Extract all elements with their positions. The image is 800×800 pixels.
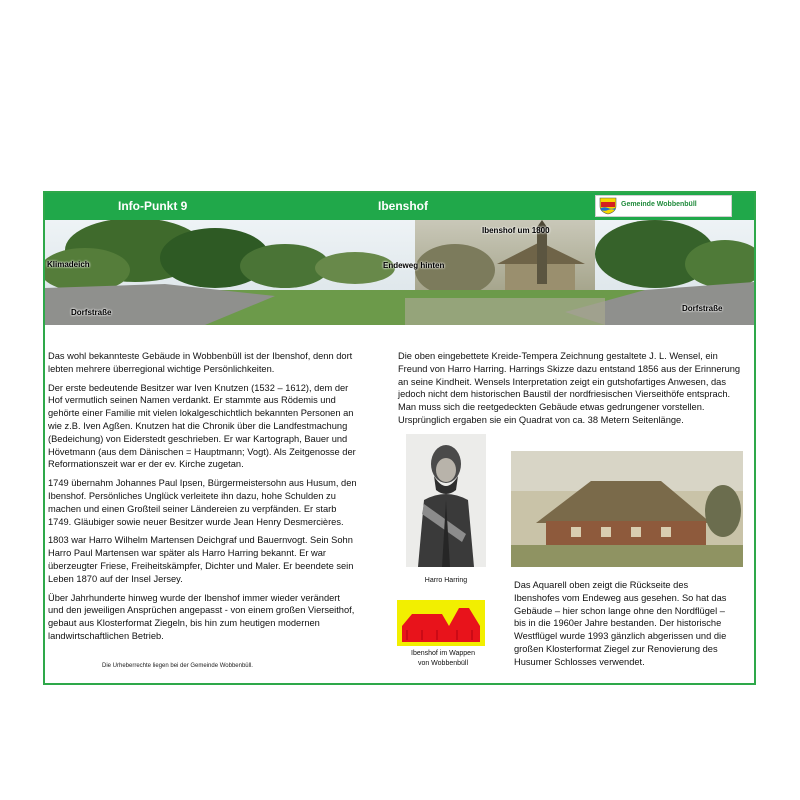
paragraph-aquarell: Das Aquarell oben zeigt die Rückseite des Ibenshofes vom Endeweg aus gesehen. So hat das Gebäude – hier schon lange ohne den Nordflügel – bis in die 1960er Jahre bestanden. Der historische Westflügel wurde 1993 gänzlich abgerissen und die großen Klosterformat Ziegel zur Renovierung des Husumer Schlosses verwendet. — [514, 580, 727, 667]
label-dorfstrasse-left: Dorfstraße — [71, 308, 112, 317]
label-dorfstrasse-right: Dorfstraße — [682, 304, 723, 313]
label-endeweg: Endeweg hinten — [383, 261, 445, 270]
paragraph-ipsen: 1749 übernahm Johannes Paul Ipsen, Bürgermeistersohn aus Husum, den Ibenshof. Persönliches Unglück verleitete ihn dazu, hohe Schulden zu machen und einen Großteil seiner Ländereien zu verpfänden. Er starb 1749. Gläubiger sowie neuer Besitzer wurde Jean Henry Desmercières. — [48, 478, 357, 527]
label-klimadeich: Klimadeich — [47, 260, 90, 269]
caption-harro-harring: Harro Harring — [424, 577, 468, 584]
label-ibenshof-1800: Ibenshof um 1800 — [482, 226, 550, 235]
panorama-photo — [45, 220, 754, 325]
coat-of-arms-icon — [598, 197, 618, 215]
right-aquarell-text — [514, 579, 750, 675]
coat-of-arms-image — [397, 600, 485, 646]
page-title: Ibenshof — [378, 199, 428, 213]
paragraph-wensel: Die oben eingebettete Kreide-Tempera Zeichnung gestaltete J. L. Wensel, ein Freund von Harro Harring. Harrings Skizze dazu entstand 1856 aus der Erinnerung an seine Kindheit. Wensels Interpretation zeigt ein gutshofartiges Anwesen, das jedoch nicht dem historischen Baustil der nordfriesischen Vierseithöfe entsprach. Man muss sich die reetgedeckten Gebäude etwas gedrungener vorstellen. Ursprünglich ergaben sie ein Quadrat von ca. 38 Metern Seitenlänge. — [398, 351, 741, 425]
paragraph-history: Über Jahrhunderte hinweg wurde der Ibenshof immer wieder verändert und den jeweiligen Ansprüchen angepasst - von einem großen Vierseithof, gebaut aus Klosterformat Ziegeln, bis hin zum heutigen modernen landwirtschaftlichen Betrieb. — [48, 592, 355, 641]
aquarell-painting — [511, 451, 743, 567]
paragraph-intro: Das wohl bekannteste Gebäude in Wobbenbüll ist der Ibenshof, denn dort lebten mehrere überregional wichtige Persönlichkeiten. — [48, 351, 353, 374]
copyright-note: Die Urheberrechte liegen bei der Gemeinde Wobbenbüll. — [102, 663, 253, 669]
left-text-column — [48, 350, 383, 649]
logo-text: Gemeinde Wobbenbüll — [621, 201, 697, 208]
paragraph-knutzen: Der erste bedeutende Besitzer war Iven Knutzen (1532 – 1612), dem der Hof vermutlich seinen Namen verdankt. Er stammte aus Rödemis und gehörte einer Familie mit vielen lokalgeschichtlich bekannten Personen an wie z.B. Iven Agßen. Knutzen hat die Chronik über die Landfestmachung (Bedeichung) von Eiderstedt geschrieben. Er war Kartograph, Bauer und Hövetmann (aus dem Dänischen = Hauptmann; Vogt). Als Zeitgenosse der Reformationszeit war er der ev. Kirche zugetan. — [48, 382, 356, 470]
municipality-logo — [595, 195, 732, 217]
right-intro-text — [398, 350, 754, 433]
info-board — [43, 191, 756, 685]
header-bar — [45, 193, 754, 220]
harro-harring-portrait — [406, 434, 486, 567]
info-point-label: Info-Punkt 9 — [118, 199, 188, 213]
paragraph-martensen: 1803 war Harro Wilhelm Martensen Deichgraf und Bauernvogt. Sein Sohn Harro Paul Martensen war später als Harro Harring bekannt. Er war überzeugter Friese, Freiheitskämpfer, Dichter und Maler. Er beendete sein Leben 1870 auf der Insel Jersey. — [48, 535, 354, 584]
caption-wappen: Ibenshof im Wappen von Wobbenbüll — [411, 650, 475, 667]
